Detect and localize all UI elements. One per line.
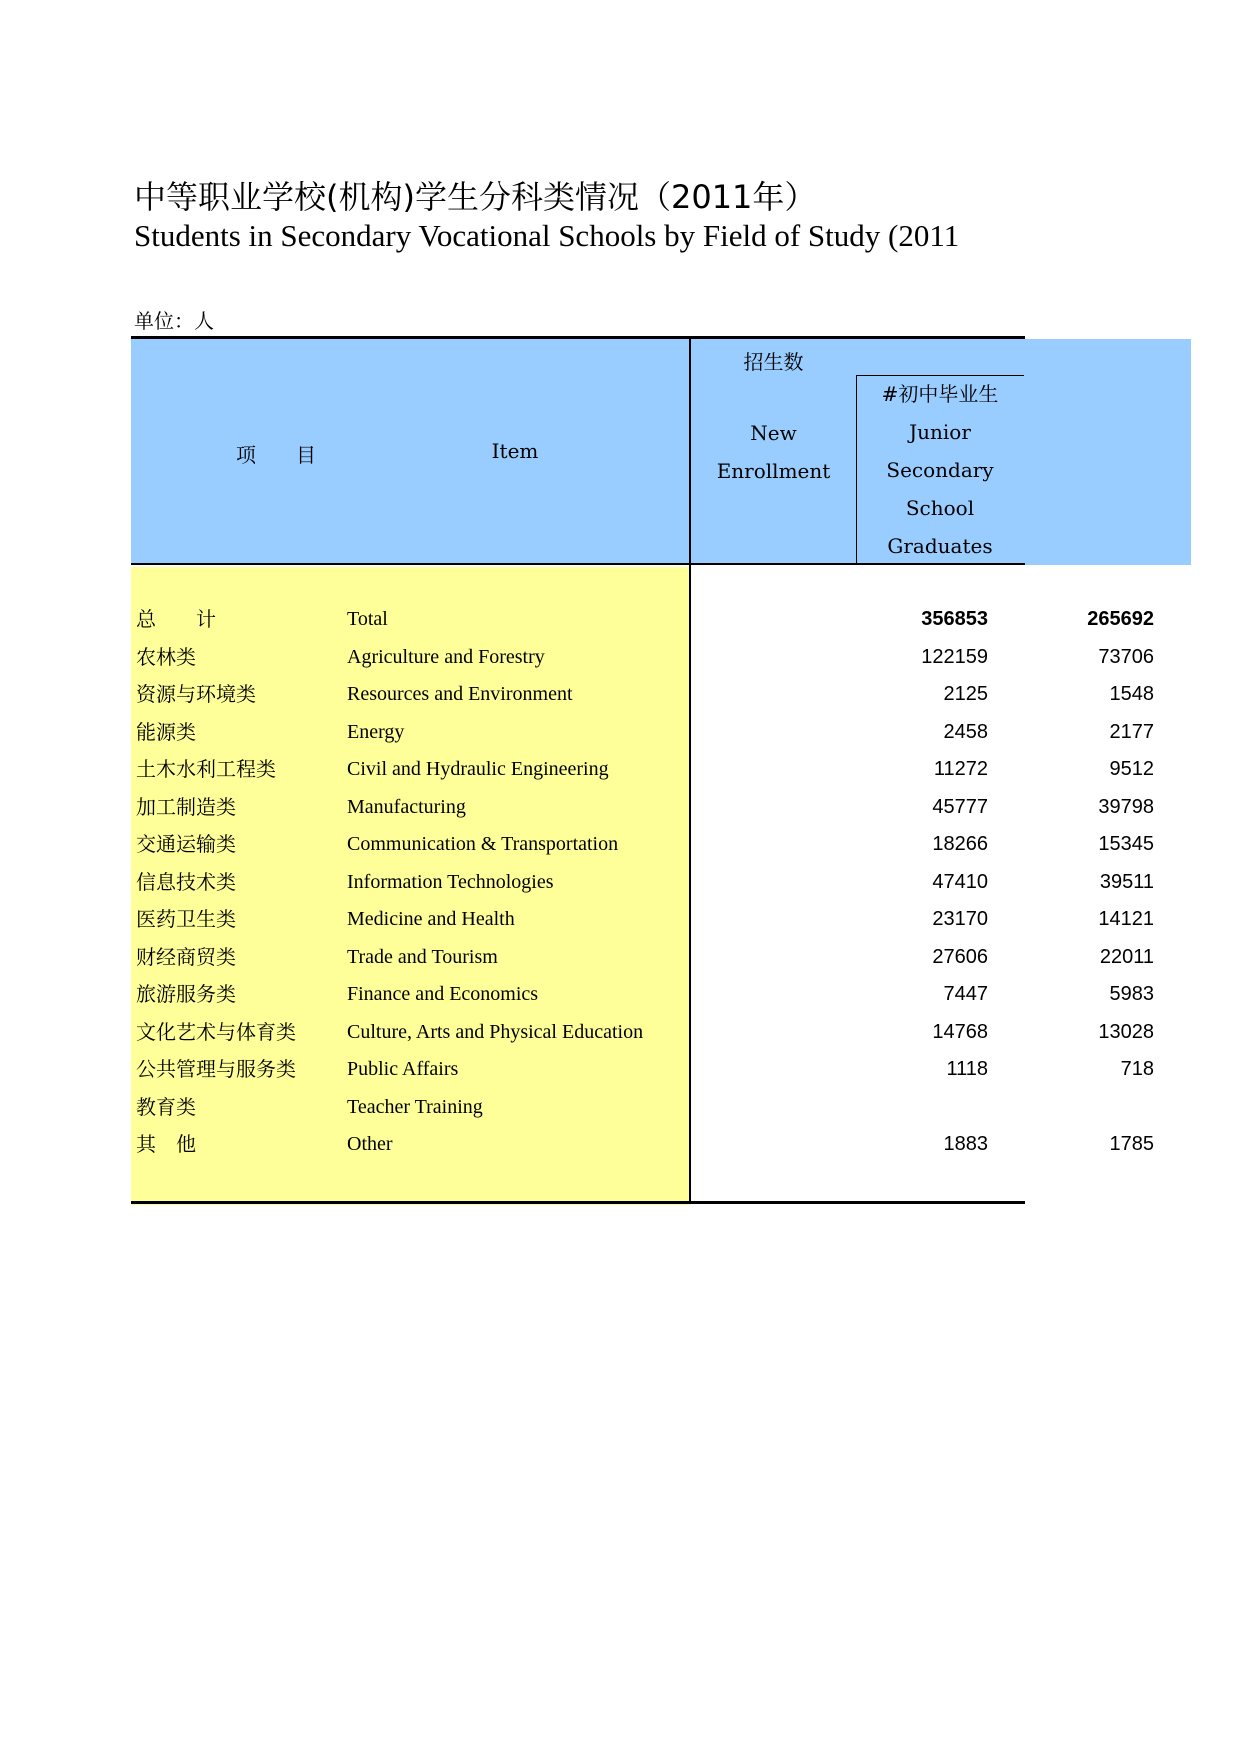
title-chinese: 中等职业学校(机构)学生分科类情况（2011年） <box>134 178 817 216</box>
row-new-enrollment: 2458 <box>943 720 988 743</box>
header-item-cn: 项 目 <box>236 443 316 467</box>
row-junior-graduates: 13028 <box>1098 1020 1154 1043</box>
row-new-enrollment: 1118 <box>946 1058 988 1080</box>
top-rule <box>131 336 1025 339</box>
row-item-en: Agriculture and Forestry <box>347 645 545 668</box>
row-item-cn: 文化艺术与体育类 <box>136 1019 296 1044</box>
header-col2 <box>857 375 1023 565</box>
row-item-cn: 总 计 <box>136 607 216 631</box>
row-new-enrollment: 47410 <box>932 870 988 893</box>
table-row <box>131 750 1154 788</box>
header-col2-cn: #初中毕业生 <box>881 382 999 406</box>
row-junior-graduates: 265692 <box>1087 608 1154 630</box>
table-row <box>131 1013 1154 1051</box>
table-row <box>131 600 1154 638</box>
row-item-cn: 加工制造类 <box>136 794 236 819</box>
row-item-en: Manufacturing <box>347 795 466 818</box>
row-item-en: Energy <box>347 720 405 743</box>
table-row <box>131 1050 1154 1088</box>
unit-label: 单位：人 <box>134 309 214 333</box>
row-new-enrollment: 7447 <box>943 983 988 1005</box>
row-item-cn: 医药卫生类 <box>136 907 236 931</box>
row-item-en: Teacher Training <box>347 1095 483 1118</box>
header-col1-cn: 招生数 <box>743 350 804 374</box>
row-item-cn: 土木水利工程类 <box>136 757 276 781</box>
table-row <box>131 713 1154 751</box>
header-col2-en-line: Graduates <box>887 534 993 558</box>
row-item-en: Resources and Environment <box>347 683 573 705</box>
header-col2-en-line: Secondary <box>886 458 994 482</box>
row-junior-graduates: 1785 <box>1109 1133 1154 1155</box>
row-item-cn: 公共管理与服务类 <box>136 1057 296 1081</box>
row-new-enrollment: 1883 <box>943 1133 988 1155</box>
row-new-enrollment: 2125 <box>943 683 988 705</box>
row-item-en: Total <box>347 608 388 630</box>
row-junior-graduates: 15345 <box>1098 833 1154 855</box>
row-junior-graduates: 9512 <box>1109 758 1154 780</box>
row-junior-graduates: 73706 <box>1098 645 1154 668</box>
row-new-enrollment: 11272 <box>933 758 988 780</box>
row-item-cn: 教育类 <box>136 1094 196 1119</box>
row-item-en: Public Affairs <box>347 1058 459 1080</box>
table-row <box>131 938 1154 976</box>
row-item-cn: 旅游服务类 <box>136 982 236 1006</box>
row-junior-graduates: 14121 <box>1098 908 1154 930</box>
row-new-enrollment: 122159 <box>921 645 988 668</box>
table-row <box>131 1125 1154 1163</box>
row-junior-graduates: 39511 <box>1099 870 1154 893</box>
table-row <box>131 788 1154 826</box>
row-new-enrollment: 27606 <box>932 945 988 968</box>
row-item-en: Medicine and Health <box>347 908 515 930</box>
row-new-enrollment: 14768 <box>932 1020 988 1043</box>
header-col1-en-line1: New <box>750 421 797 445</box>
row-junior-graduates: 22011 <box>1099 945 1154 968</box>
header-item-en: Item <box>491 439 539 463</box>
row-item-en: Civil and Hydraulic Engineering <box>347 758 609 780</box>
row-item-cn: 信息技术类 <box>136 869 236 894</box>
table-row <box>131 825 1154 863</box>
row-item-cn: 财经商贸类 <box>136 944 236 969</box>
table-row <box>131 1088 1025 1126</box>
row-new-enrollment: 356853 <box>921 608 988 630</box>
table-row <box>131 675 1154 713</box>
row-new-enrollment: 18266 <box>932 833 988 855</box>
row-junior-graduates: 718 <box>1120 1058 1154 1080</box>
table-row <box>131 900 1154 938</box>
row-item-en: Finance and Economics <box>347 983 539 1005</box>
row-junior-graduates: 5983 <box>1109 983 1154 1005</box>
row-item-cn: 能源类 <box>136 719 196 744</box>
row-new-enrollment: 23170 <box>932 908 988 930</box>
table-row <box>131 863 1154 901</box>
title-english: Students in Secondary Vocational Schools by Field of Study (2011 <box>134 218 960 253</box>
row-item-en: Trade and Tourism <box>347 945 498 968</box>
row-item-en: Culture, Arts and Physical Education <box>347 1020 644 1043</box>
header-col2-en-line: Junior <box>909 420 971 444</box>
table-row <box>131 638 1154 676</box>
header-col1-en-line2: Enrollment <box>716 459 831 483</box>
row-item-cn: 农林类 <box>136 644 196 669</box>
row-junior-graduates: 2177 <box>1109 720 1154 743</box>
row-junior-graduates: 1548 <box>1109 683 1154 705</box>
table-row <box>131 975 1154 1013</box>
row-item-cn: 交通运输类 <box>136 832 236 856</box>
row-junior-graduates: 39798 <box>1098 795 1154 818</box>
row-item-en: Communication & Transportation <box>347 833 619 855</box>
row-new-enrollment: 45777 <box>932 795 988 818</box>
bottom-rule <box>131 1201 1025 1204</box>
row-item-en: Information Technologies <box>347 870 554 893</box>
row-item-cn: 资源与环境类 <box>136 682 256 706</box>
row-item-en: Other <box>347 1133 393 1155</box>
header-col2-en-line: School <box>905 496 975 520</box>
row-item-cn: 其 他 <box>136 1132 196 1156</box>
